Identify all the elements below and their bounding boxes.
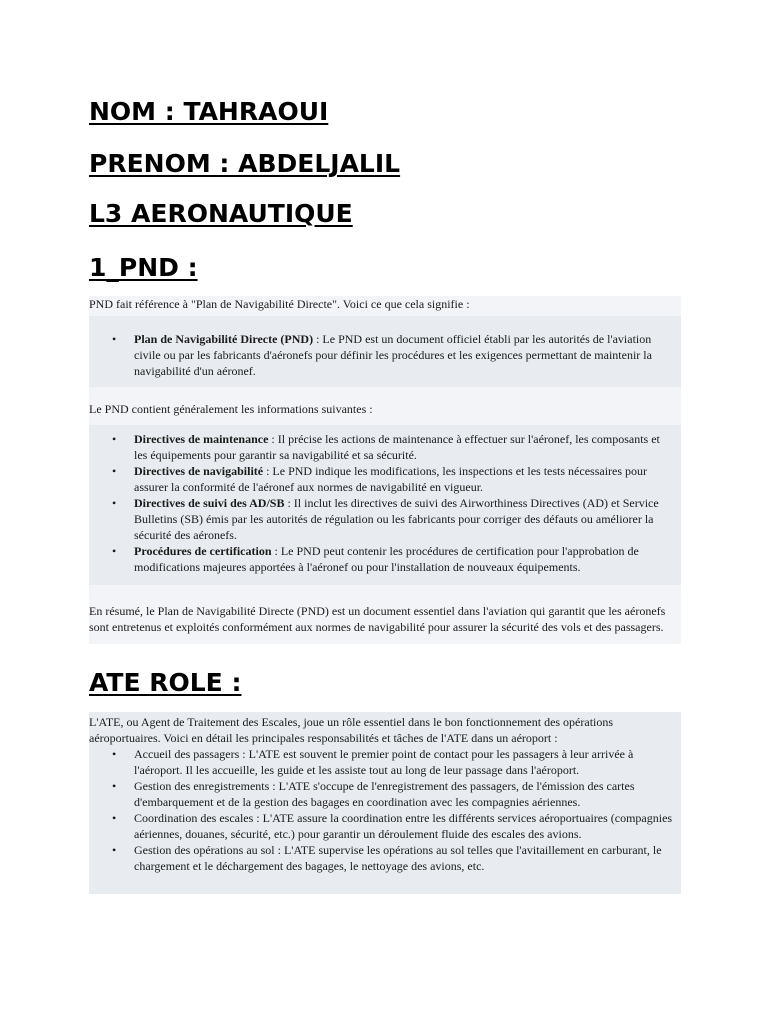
item-term: Directives de suivi des AD/SB — [134, 496, 285, 510]
pnd-item — [112, 543, 674, 575]
ate-intro: L'ATE, ou Agent de Traitement des Escales, joue un rôle essentiel dans le bon fonctionnement des opérations aéroportuaires. Voici en détail les principales responsabilités et tâches de l'ATE dans un aéroport : — [89, 715, 614, 745]
filiere-heading: L3 AERONAUTIQUE — [89, 199, 353, 228]
bullet-icon: • — [112, 464, 117, 478]
pnd-items-list — [89, 425, 674, 575]
pnd-intro: PND fait référence à "Plan de Navigabilité Directe". Voici ce que cela signifie : — [89, 297, 470, 311]
pnd-summary: En résumé, le Plan de Navigabilité Directe (PND) est un document essentiel dans l'aviation qui garantit que les aéronefs sont entretenus et exploités conformément aux normes de navigabilité pour assurer la sécurité des vols et des passagers. — [89, 604, 666, 634]
prenom-heading: PRENOM : ABDELJALIL — [89, 149, 401, 178]
section-ate-heading: ATE ROLE : — [89, 668, 242, 697]
bullet-icon: • — [112, 544, 117, 558]
ate-item — [112, 746, 674, 778]
bullet-icon: • — [112, 496, 117, 510]
bullet-icon: • — [112, 811, 117, 825]
item-text: Coordination des escales : L'ATE assure la coordination entre les différents services aéroportuaires (compagnies aériennes, douanes, sécurité, etc.) pour garantir un déroulement fluide des escales des avions. — [134, 811, 673, 841]
item-term: Procédures de certification — [134, 544, 272, 558]
pnd-definition-item — [112, 331, 674, 379]
bullet-icon: • — [112, 779, 117, 793]
item-text: Gestion des opérations au sol : L'ATE supervise les opérations au sol telles que l'avitaillement en carburant, le chargement et le déchargement des bagages, le nettoyage des avions, etc. — [134, 843, 662, 873]
pnd-item — [112, 495, 674, 543]
ate-item — [112, 810, 674, 842]
ate-text-image — [89, 712, 681, 894]
ate-item — [112, 842, 674, 874]
item-text: Accueil des passagers : L'ATE est souvent le premier point de contact pour les passagers à leur arrivée à l'aéroport. Il les accueille, les guide et les assiste tout au long de leur passage dans l'aéroport. — [134, 747, 634, 777]
item-term: Directives de maintenance — [134, 432, 269, 446]
item-text: : Il précise les actions de maintenance à effectuer sur l'aéronef, les composants et les équipements pour garantir sa navigabilité et sa sécurité. — [134, 432, 660, 462]
bullet-icon: • — [112, 747, 117, 761]
item-text: : Le PND indique les modifications, les inspections et les tests nécessaires pour assurer la conformité de l'aéronef aux normes de navigabilité en vigueur. — [134, 464, 648, 494]
bullet-icon: • — [112, 432, 117, 446]
item-term: Directives de navigabilité — [134, 464, 264, 478]
ate-items-list — [89, 746, 674, 874]
ate-item — [112, 778, 674, 810]
pnd-item — [112, 431, 674, 463]
item-text: Gestion des enregistrements : L'ATE s'occupe de l'enregistrement des passagers, de l'émission des cartes d'embarquement et de la gestion des bagages en coordination avec les compagnies aériennes. — [134, 779, 635, 809]
section-pnd-heading: 1_PND : — [89, 253, 198, 282]
bullet-icon: • — [112, 332, 117, 346]
bullet-icon: • — [112, 843, 117, 857]
pnd-list-intro: Le PND contient généralement les informations suivantes : — [89, 402, 373, 416]
definition-term: Plan de Navigabilité Directe (PND) — [134, 332, 314, 346]
definition-text: : Le PND est un document officiel établi par les autorités de l'aviation civile ou par les fabricants d'aéronefs pour définir les procédures et les exigences permettant de maintenir la navigabilité d'un aéronef. — [134, 332, 652, 378]
pnd-text-image — [89, 296, 681, 644]
item-text: : Il inclut les directives de suivi des Airworthiness Directives (AD) et Service Bulletins (SB) émis par les autorités de régulation ou les fabricants pour corriger des défauts ou améliorer la sécurité des aéronefs. — [134, 496, 659, 542]
nom-heading: NOM : TAHRAOUI — [89, 97, 329, 126]
pnd-item — [112, 463, 674, 495]
pnd-definition-list — [89, 316, 674, 379]
item-text: : Le PND peut contenir les procédures de certification pour l'approbation de modifications majeures apportées à l'aéronef ou pour l'installation de nouveaux équipements. — [134, 544, 639, 574]
